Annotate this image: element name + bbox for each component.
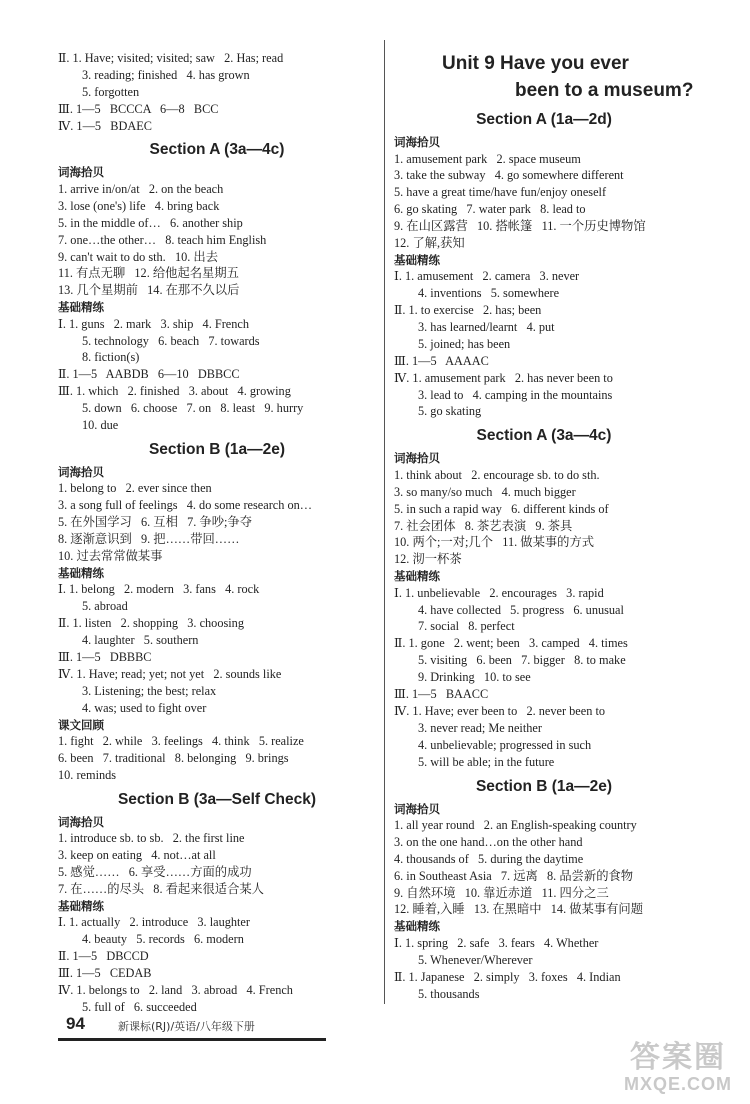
answer-line: 4. inventions 5. somewhere (418, 286, 560, 301)
answer-line: 12. 沏一杯茶 (394, 552, 462, 567)
answer-line: 3. lose (one's) life 4. bring back (58, 198, 220, 213)
answer-line: 9. 在山区露营 10. 搭帐篷 11. 一个历史博物馆 (394, 219, 646, 234)
answer-line: Ⅰ. 1. actually 2. introduce 3. laughter (58, 915, 250, 930)
answer-line: 5. joined; has been (418, 336, 511, 351)
column-divider (384, 40, 385, 1004)
answer-line: 5. down 6. choose 7. on 8. least 9. hurry (82, 401, 304, 416)
answer-line: Ⅳ. 1. Have; read; yet; not yet 2. sounds like (58, 666, 282, 681)
answer-line: 4. thousands of 5. during the daytime (394, 851, 584, 866)
answer-line: Ⅳ. 1. amusement park 2. has never been to (394, 370, 613, 385)
answer-line: 1. belong to 2. ever since then (58, 481, 212, 496)
answer-line: 9. can't wait to do sth. 10. 出去 (58, 249, 219, 264)
answer-line: 7. 在……的尽头 8. 看起来很适合某人 (58, 881, 264, 896)
answer-line: 10. due (82, 418, 119, 433)
answer-line: 10. reminds (58, 767, 117, 782)
watermark-logo (612, 1042, 744, 1098)
answer-line: 4. have collected 5. progress 6. unusual (418, 602, 624, 617)
answer-line: Ⅰ. 1. spring 2. safe 3. fears 4. Whether (394, 935, 599, 950)
answer-line: 12. 睡着,入睡 13. 在黑暗中 14. 做某事有问题 (394, 902, 644, 917)
answer-line: Ⅰ. 1. guns 2. mark 3. ship 4. French (58, 316, 250, 331)
section-heading: Section B (1a—2e) (148, 440, 286, 458)
answer-line: 1. amusement park 2. space museum (394, 151, 581, 166)
answer-line: 6. been 7. traditional 8. belonging 9. brings (58, 750, 289, 765)
section-heading: Section B (1a—2e) (475, 777, 613, 795)
answer-line: 5. will be able; in the future (418, 754, 555, 769)
answer-line: Ⅲ. 1—5 AAAAC (394, 353, 489, 368)
section-heading: Section A (3a—4c) (476, 427, 612, 445)
answer-line: 10. 两个;一对;几个 11. 做某事的方式 (394, 535, 595, 550)
watermark-line1: 答案圈 (630, 1041, 726, 1074)
subheading: 基础精练 (394, 252, 440, 267)
subheading: 基础精练 (394, 569, 440, 584)
answer-line: Ⅰ. 1. belong 2. modern 3. fans 4. rock (58, 582, 260, 597)
right-column (394, 50, 694, 1002)
answer-line: Ⅳ. 1. belongs to 2. land 3. abroad 4. French (58, 982, 293, 997)
answer-line: 7. social 8. perfect (418, 619, 515, 634)
answer-line: 5. forgotten (82, 84, 140, 99)
answer-line: 9. 自然环境 10. 靠近赤道 11. 四分之三 (394, 885, 609, 900)
subheading: 词海拾贝 (58, 464, 104, 479)
answer-line: Ⅳ. 1. Have; ever been to 2. never been to (394, 703, 606, 718)
answer-line: 1. arrive in/on/at 2. on the beach (58, 181, 224, 196)
answer-line: 1. introduce sb. to sb. 2. the first line (58, 831, 245, 846)
answer-line: 3. so many/so much 4. much bigger (394, 484, 576, 499)
answer-line: Ⅲ. 1—5 BCCCA 6—8 BCC (58, 101, 219, 116)
answer-line: Ⅳ. 1—5 BDAEC (58, 118, 152, 133)
answer-line: 13. 几个星期前 14. 在那不久以后 (58, 283, 240, 298)
answer-line: Ⅱ. 1—5 AABDB 6—10 DBBCC (58, 367, 240, 382)
watermark-line2: MXQE.COM (623, 1074, 732, 1094)
answer-line: 3. reading; finished 4. has grown (82, 67, 250, 82)
subheading: 基础精练 (394, 919, 440, 934)
answer-line: 4. beauty 5. records 6. modern (82, 932, 244, 947)
left-column (58, 50, 376, 1016)
answer-line: 7. 社会团体 8. 茶艺表演 9. 茶具 (394, 518, 573, 533)
section-heading: Section B (3a—Self Check) (117, 790, 317, 808)
answer-line: 5. in such a rapid way 6. different kinds of (394, 501, 609, 516)
answer-line: 5. 在外国学习 6. 互相 7. 争吵;争夺 (58, 515, 253, 530)
answer-line: 3. on the one hand…on the other hand (394, 834, 583, 849)
answer-line: Ⅱ. 1—5 DBCCD (58, 949, 149, 964)
answer-line: 5. Whenever/Wherever (418, 952, 533, 967)
subheading: 词海拾贝 (394, 135, 440, 149)
footer-book-title: 新课标(RJ)/英语/八年级下册 (118, 1020, 255, 1033)
answer-line: 12. 了解,获知 (394, 235, 465, 250)
answer-line: Ⅲ. 1—5 BAACC (394, 687, 489, 702)
answer-line: Ⅲ. 1—5 DBBBC (58, 649, 152, 664)
answer-line: 3. take the subway 4. go somewhere different (394, 168, 624, 183)
section-heading: Section A (3a—4c) (149, 141, 285, 159)
answer-line: 5. have a great time/have fun/enjoy oneself (394, 185, 607, 200)
subheading: 词海拾贝 (58, 165, 104, 180)
answer-line: 3. a song full of feelings 4. do some research on… (58, 498, 313, 513)
answer-line: Ⅲ. 1. which 2. finished 3. about 4. growing (58, 384, 291, 399)
answer-line: 4. unbelievable; progressed in such (418, 737, 592, 752)
unit-title-line1: Unit 9 Have you ever (442, 53, 629, 74)
answer-line: Ⅱ. 1. listen 2. shopping 3. choosing (58, 616, 244, 631)
answer-line: 1. think about 2. encourage sb. to do sth. (394, 467, 600, 482)
answer-line: 9. Drinking 10. to see (418, 670, 531, 685)
answer-line: 1. all year round 2. an English-speaking country (394, 818, 637, 832)
answer-line: 3. keep on eating 4. not…at all (58, 848, 216, 863)
answer-line: 3. Listening; the best; relax (82, 683, 217, 698)
section-heading: Section A (1a—2d) (476, 111, 612, 128)
answer-line: 5. 感觉…… 6. 享受……方面的成功 (58, 864, 252, 879)
answer-line: 3. never read; Me neither (418, 720, 542, 735)
answer-line: 6. in Southeast Asia 7. 远离 8. 品尝新的食物 (394, 868, 634, 883)
answer-line: Ⅰ. 1. amusement 2. camera 3. never (394, 269, 580, 284)
unit-title-line2: been to a museum? (515, 80, 694, 101)
subheading: 基础精练 (58, 565, 104, 580)
answer-line: 5. full of 6. succeeded (82, 999, 197, 1014)
answer-line: 5. thousands (418, 986, 480, 1001)
answer-line: 10. 过去常常做某事 (58, 548, 163, 563)
answer-line: 4. laughter 5. southern (82, 633, 199, 648)
answer-line: 5. go skating (418, 404, 482, 419)
answer-line: 5. abroad (82, 599, 128, 614)
answer-line: Ⅱ. 1. to exercise 2. has; been (394, 303, 542, 318)
footer-rule (58, 1038, 326, 1041)
answer-line: Ⅱ. 1. Japanese 2. simply 3. foxes 4. Indian (394, 969, 621, 984)
subheading: 基础精练 (58, 898, 104, 913)
answer-line: Ⅱ. 1. gone 2. went; been 3. camped 4. times (394, 636, 628, 651)
answer-line: 8. fiction(s) (82, 350, 140, 365)
answer-line: 1. fight 2. while 3. feelings 4. think 5. realize (58, 734, 304, 748)
answer-line: 4. was; used to fight over (82, 700, 207, 715)
answer-line: 7. one…the other… 8. teach him English (58, 232, 267, 247)
right-column-body (394, 110, 694, 1002)
answer-line: Ⅲ. 1—5 CEDAB (58, 965, 152, 980)
answer-line: 6. go skating 7. water park 8. lead to (394, 202, 586, 217)
answer-line: 5. technology 6. beach 7. towards (82, 333, 260, 348)
subheading: 课文回顾 (58, 717, 104, 732)
answer-line: Ⅰ. 1. unbelievable 2. encourages 3. rapid (394, 585, 604, 600)
answer-line: 11. 有点无聊 12. 给他起名星期五 (58, 266, 239, 281)
subheading: 词海拾贝 (394, 801, 440, 816)
subheading: 词海拾贝 (394, 451, 440, 466)
page-number: 94 (66, 1014, 85, 1033)
answer-line: 5. in the middle of… 6. another ship (58, 215, 243, 230)
answer-line: 5. visiting 6. been 7. bigger 8. to make (418, 653, 626, 668)
subheading: 基础精练 (58, 300, 104, 315)
answer-line: 3. lead to 4. camping in the mountains (418, 387, 613, 402)
subheading: 词海拾贝 (58, 814, 104, 829)
answer-line: Ⅱ. 1. Have; visited; visited; saw 2. Has; read (58, 51, 284, 65)
answer-line: 8. 逐渐意识到 9. 把……带回…… (58, 532, 240, 547)
answer-line: 3. has learned/learnt 4. put (418, 320, 555, 335)
